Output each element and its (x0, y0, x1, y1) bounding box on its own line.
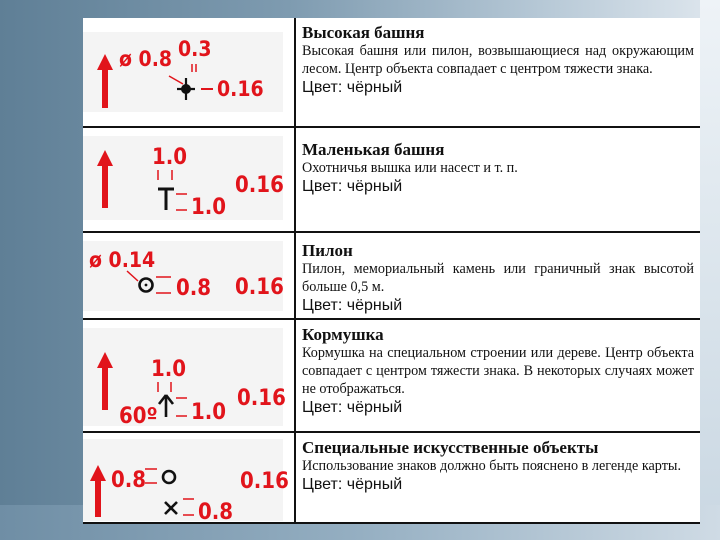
section-color: Цвет: чёрный (302, 79, 403, 96)
section-text: Высокая башня или пилон, возвышающиеся над окружающим лесом. Центр объекта совпадает с центром тяжести знака. (302, 43, 694, 77)
feeder-symbol-drawing (83, 320, 294, 431)
symbol-cell-feeder (83, 320, 294, 431)
section-title: Высокая башня (302, 23, 425, 42)
table-row-tall-tower (83, 18, 700, 128)
table-row-pylon (83, 233, 700, 320)
dimension-label: 0.3 (178, 37, 212, 61)
section-text: Кормушка на специальном строении или дереве. Центр объекта совпадает с центром тяжести знака. В некоторых случаях может не отображаться. (302, 345, 694, 397)
dimension-label: ø 0.14 (89, 248, 156, 272)
description-cell (302, 320, 694, 431)
dimension-label: 60º (119, 404, 158, 429)
dimension-label: ø 0.8 (119, 47, 173, 71)
section-text: Пилон, мемориальный камень или граничный знак высотой больше 0,5 м. (302, 261, 694, 295)
description-cell (302, 433, 694, 522)
dimension-label: 0.16 (235, 173, 284, 198)
background-right-panel (700, 0, 720, 540)
small-tower-symbol-drawing (83, 128, 294, 231)
tall-tower-symbol-drawing (83, 18, 294, 126)
column-divider (294, 18, 296, 524)
dimension-label: 0.16 (217, 77, 264, 101)
section-title: Кормушка (302, 325, 384, 344)
dimension-label: 0.16 (240, 469, 289, 494)
dimension-label: 1.0 (152, 145, 188, 170)
description-cell (302, 128, 694, 231)
section-title: Пилон (302, 241, 353, 260)
dimension-label: 0.16 (235, 275, 284, 300)
section-color: Цвет: чёрный (302, 297, 403, 314)
description-cell (302, 233, 694, 318)
dimension-label: 1.0 (151, 357, 187, 382)
symbol-cell-pylon (83, 233, 294, 318)
section-title: Маленькая башня (302, 140, 445, 159)
section-color: Цвет: чёрный (302, 399, 403, 416)
special-objects-symbol-drawing (83, 433, 294, 524)
symbol-cell-tall-tower (83, 18, 294, 126)
section-text: Использование знаков должно быть пояснено в легенде карты. (302, 458, 681, 474)
table-row-small-tower (83, 128, 700, 233)
dimension-label: 0.8 (111, 468, 147, 493)
symbol-cell-special-objects (83, 433, 294, 522)
description-cell (302, 18, 694, 126)
section-color: Цвет: чёрный (302, 178, 403, 195)
symbol-cell-small-tower (83, 128, 294, 231)
dimension-label: 0.8 (198, 500, 234, 524)
section-text: Охотничья вышка или насест и т. п. (302, 160, 518, 176)
section-color: Цвет: чёрный (302, 476, 403, 493)
dimension-label: 1.0 (191, 195, 227, 220)
symbol-table (83, 18, 700, 524)
dimension-label: 0.8 (176, 276, 212, 301)
table-row-feeder (83, 320, 700, 433)
dimension-label: 1.0 (191, 400, 227, 425)
section-title: Специальные искусственные объекты (302, 438, 599, 457)
table-row-special-objects (83, 433, 700, 524)
pylon-symbol-drawing (83, 233, 294, 318)
dimension-label: 0.16 (237, 386, 286, 411)
